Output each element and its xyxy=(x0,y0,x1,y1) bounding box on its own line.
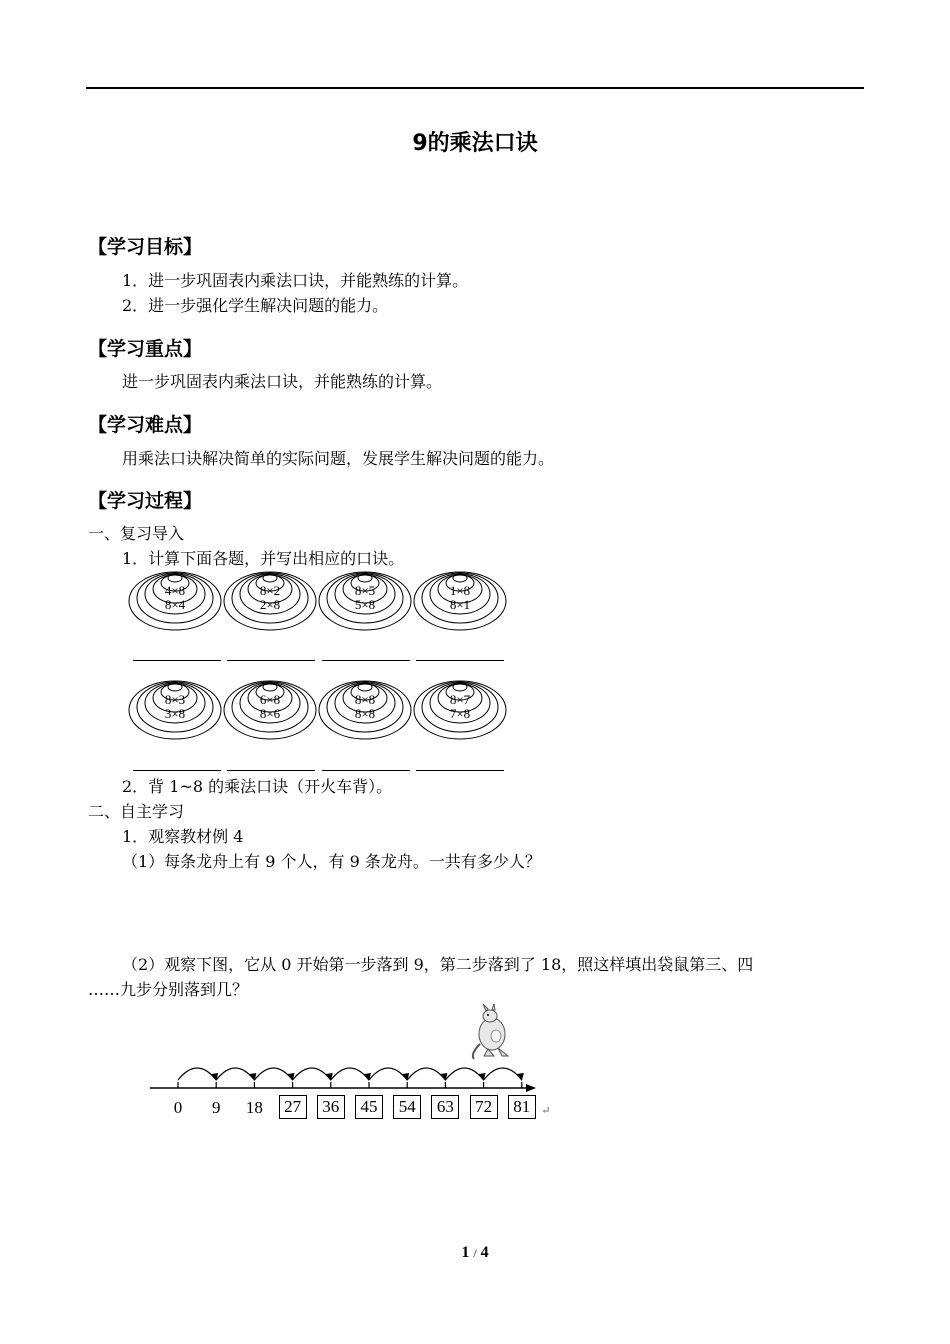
wheel-expression-top: 1×8 xyxy=(449,583,471,598)
heading-goals: 【学习目标】 xyxy=(88,236,203,258)
number-label: 18 xyxy=(245,1098,263,1117)
jump-arc xyxy=(369,1068,407,1080)
jump-arc xyxy=(331,1068,369,1080)
jump-arrowhead xyxy=(249,1073,256,1081)
end-mark: ↵ xyxy=(541,1105,551,1117)
wheel-expression-bottom: 8×8 xyxy=(354,706,376,721)
number-line-figure xyxy=(150,1004,550,1134)
wheel-expression-bottom: 2×8 xyxy=(259,597,281,612)
wheel-expression-bottom: 8×4 xyxy=(164,597,186,612)
focus-text: 进一步巩固表内乘法口诀，并能熟练的计算。 xyxy=(122,372,443,391)
wheel-expression-bottom: 8×1 xyxy=(449,597,471,612)
wheel-expression-bottom: 8×6 xyxy=(259,706,281,721)
jump-arc xyxy=(293,1068,331,1080)
answer-blank[interactable] xyxy=(416,660,504,661)
wheel-expression-bottom: 3×8 xyxy=(164,706,186,721)
answer-blank[interactable] xyxy=(227,770,315,771)
jump-arrowhead xyxy=(288,1073,295,1081)
question-3-sub-1: （1）每条龙舟上有 9 个人，有 9 条龙舟。一共有多少人？ xyxy=(122,852,541,871)
multiplication-wheel xyxy=(412,676,508,742)
jump-arrowhead xyxy=(517,1073,524,1081)
multiplication-wheel xyxy=(222,567,318,633)
boxed-answer: 27 xyxy=(279,1095,307,1119)
jump-arrowhead xyxy=(440,1073,447,1081)
wheel-expression-top: 8×3 xyxy=(164,692,186,707)
wheel-expression-top: 6×8 xyxy=(259,692,281,707)
heading-process: 【学习过程】 xyxy=(88,490,203,512)
wheel-expression-top: 4×8 xyxy=(164,583,186,598)
answer-blank[interactable] xyxy=(133,660,221,661)
jump-arrowhead xyxy=(402,1073,409,1081)
page-current: 1 xyxy=(461,1244,470,1261)
boxed-answer: 45 xyxy=(355,1095,383,1119)
number-label: 9 xyxy=(211,1098,221,1117)
boxed-answer: 54 xyxy=(393,1095,421,1119)
answer-blank[interactable] xyxy=(227,660,315,661)
multiplication-wheel xyxy=(127,567,223,633)
wheel-expression-bottom: 7×8 xyxy=(449,706,471,721)
multiplication-wheel xyxy=(317,567,413,633)
question-3-sub-2-line-2: ……九步分别落到几？ xyxy=(88,980,249,999)
jump-arc xyxy=(407,1068,445,1080)
part2-title: 二、自主学习 xyxy=(88,802,185,821)
jump-arrowhead xyxy=(326,1073,333,1081)
page-number xyxy=(0,1244,950,1262)
jump-arrowhead xyxy=(479,1073,486,1081)
question-3-sub-2-line-1: （2）观察下图，它从 0 开始第一步落到 9，第二步落到了 18，照这样填出袋鼠第三、四 xyxy=(122,955,754,974)
question-2: 2．背 1~8 的乘法口诀（开火车背）。 xyxy=(122,777,393,796)
heading-difficulty: 【学习难点】 xyxy=(88,414,203,436)
page-sep: / xyxy=(473,1246,477,1260)
multiplication-wheel xyxy=(127,676,223,742)
goal-item-2: 2．进一步强化学生解决问题的能力。 xyxy=(122,296,389,315)
wheel-expression-top: 8×7 xyxy=(449,692,471,707)
question-3: 1．观察教材例 4 xyxy=(122,827,244,846)
multiplication-wheel xyxy=(412,567,508,633)
top-rule xyxy=(86,87,864,89)
question-1: 1．计算下面各题，并写出相应的口诀。 xyxy=(122,549,405,568)
number-label: 0 xyxy=(173,1098,183,1117)
answer-blank[interactable] xyxy=(416,770,504,771)
boxed-answer: 36 xyxy=(317,1095,345,1119)
answer-blank[interactable] xyxy=(322,770,410,771)
jump-arrowhead xyxy=(211,1073,218,1081)
multiplication-wheel xyxy=(317,676,413,742)
kangaroo-icon xyxy=(473,1004,508,1059)
wheel-expression-top: 8×2 xyxy=(259,583,281,598)
answer-blank[interactable] xyxy=(133,770,221,771)
answer-blank[interactable] xyxy=(322,660,410,661)
difficulty-text: 用乘法口诀解决简单的实际问题，发展学生解决问题的能力。 xyxy=(122,449,555,468)
boxed-answer: 63 xyxy=(431,1095,459,1119)
multiplication-wheel xyxy=(222,676,318,742)
page-total: 4 xyxy=(480,1244,489,1261)
jump-arc xyxy=(178,1068,216,1080)
goal-item-1: 1．进一步巩固表内乘法口诀，并能熟练的计算。 xyxy=(122,271,469,290)
wheel-expression-top: 8×8 xyxy=(354,692,376,707)
heading-focus: 【学习重点】 xyxy=(88,338,203,360)
jump-arrowhead xyxy=(364,1073,371,1081)
page-title: 9的乘法口诀 xyxy=(412,131,538,156)
jump-arc xyxy=(254,1068,292,1080)
wheel-expression-top: 8×5 xyxy=(354,583,376,598)
jump-arc xyxy=(216,1068,254,1080)
boxed-answer: 81 xyxy=(508,1095,536,1119)
wheel-expression-bottom: 5×8 xyxy=(354,597,376,612)
boxed-answer: 72 xyxy=(470,1095,498,1119)
part1-title: 一、复习导入 xyxy=(88,524,185,543)
jump-arc xyxy=(484,1068,522,1080)
jump-arc xyxy=(445,1068,483,1080)
